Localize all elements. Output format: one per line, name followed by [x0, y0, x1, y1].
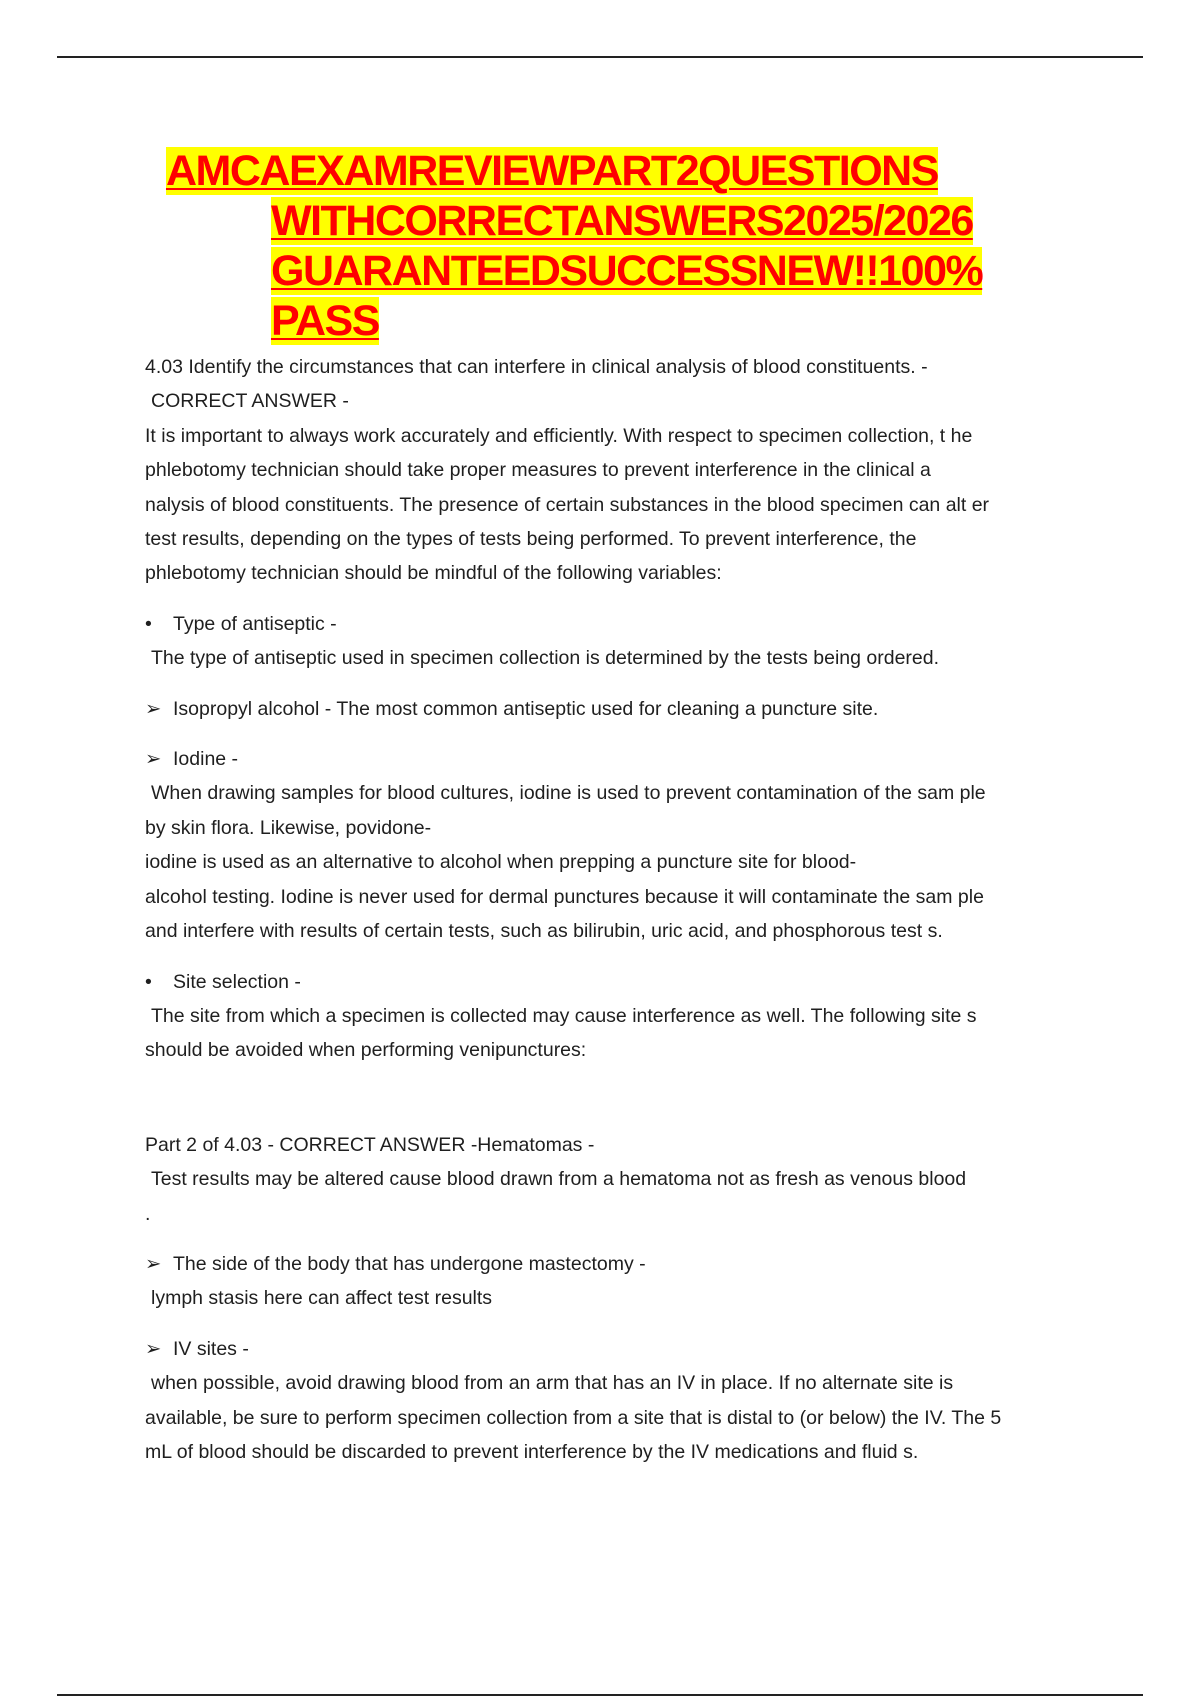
iv-line: mL of blood should be discarded to prevent interference by the IV medications and fluid s. — [145, 1440, 919, 1463]
iodine-heading: Iodine - — [173, 748, 239, 771]
antiseptic-heading: Type of antiseptic - — [173, 612, 337, 635]
top-rule — [57, 56, 1143, 58]
answer-label: CORRECT ANSWER - — [151, 390, 349, 413]
title-line-3: GUARANTEEDSUCCESSNEW!!100% — [271, 247, 983, 295]
antiseptic-item — [145, 607, 1145, 641]
bottom-rule — [57, 1694, 1143, 1696]
iodine-line: and interfere with results of certain tests, such as bilirubin, uric acid, and phosphorous test s. — [145, 920, 943, 943]
iv-heading: IV sites - — [173, 1337, 249, 1360]
site-heading: Site selection - — [173, 970, 301, 993]
intro-line: It is important to always work accurately and efficiently. With respect to specimen collection, t he — [145, 424, 973, 447]
intro-line: phlebotomy technician should take proper measures to prevent interference in the clinical a — [145, 459, 931, 482]
question-2-prompt: Part 2 of 4.03 - CORRECT ANSWER -Hematomas - — [145, 1133, 595, 1156]
bullet-icon: • — [145, 970, 152, 993]
hematoma-line: Test results may be altered cause blood drawn from a hematoma not as fresh as venous blood — [151, 1168, 967, 1191]
iv-item — [145, 1332, 1145, 1366]
title-line-4: PASS — [271, 297, 379, 345]
arrow-bullet-icon: ➢ — [145, 1337, 162, 1360]
document-title — [166, 146, 1116, 346]
intro-line: test results, depending on the types of tests being performed. To prevent interference, the — [145, 528, 917, 551]
question-1-prompt: 4.03 Identify the circumstances that can interfere in clinical analysis of blood constituents. - — [145, 356, 928, 378]
hematoma-line: . — [145, 1202, 151, 1225]
antiseptic-text: The type of antiseptic used in specimen collection is determined by the tests being ordered. — [151, 647, 940, 670]
site-line: The site from which a specimen is collected may cause interference as well. The following site s — [151, 1004, 977, 1027]
mastectomy-item — [145, 1247, 1145, 1281]
iodine-line: by skin flora. Likewise, povidone- — [145, 816, 432, 839]
title-line-1: AMCAEXAMREVIEWPART2QUESTIONS — [166, 147, 938, 195]
isopropyl-text: Isopropyl alcohol - The most common antiseptic used for cleaning a puncture site. — [173, 697, 879, 720]
isopropyl-item — [145, 692, 1145, 726]
iodine-line: iodine is used as an alternative to alcohol when prepping a puncture site for blood- — [145, 851, 857, 874]
title-line-2: WITHCORRECTANSWERS2025/2026 — [271, 197, 973, 245]
iodine-line: When drawing samples for blood cultures, iodine is used to prevent contamination of the sam ple — [151, 782, 986, 805]
iv-line: when possible, avoid drawing blood from an arm that has an IV in place. If no alternate site is — [151, 1372, 954, 1395]
iodine-line: alcohol testing. Iodine is never used for dermal punctures because it will contaminate the sam ple — [145, 885, 984, 908]
arrow-bullet-icon: ➢ — [145, 748, 162, 771]
site-item — [145, 965, 1145, 999]
arrow-bullet-icon: ➢ — [145, 1252, 162, 1275]
bullet-icon: • — [145, 612, 152, 635]
mastectomy-text: lymph stasis here can affect test results — [151, 1287, 493, 1310]
site-line: should be avoided when performing venipunctures: — [145, 1039, 587, 1062]
iodine-item — [145, 742, 1145, 776]
intro-line: nalysis of blood constituents. The presence of certain substances in the blood specimen can alt er — [145, 493, 990, 516]
arrow-bullet-icon: ➢ — [145, 697, 162, 720]
document-body — [145, 350, 1145, 1469]
iv-line: available, be sure to perform specimen collection from a site that is distal to (or below) the IV. The 5 — [145, 1406, 1002, 1429]
mastectomy-heading: The side of the body that has undergone mastectomy - — [173, 1252, 646, 1275]
intro-line: phlebotomy technician should be mindful of the following variables: — [145, 562, 722, 585]
